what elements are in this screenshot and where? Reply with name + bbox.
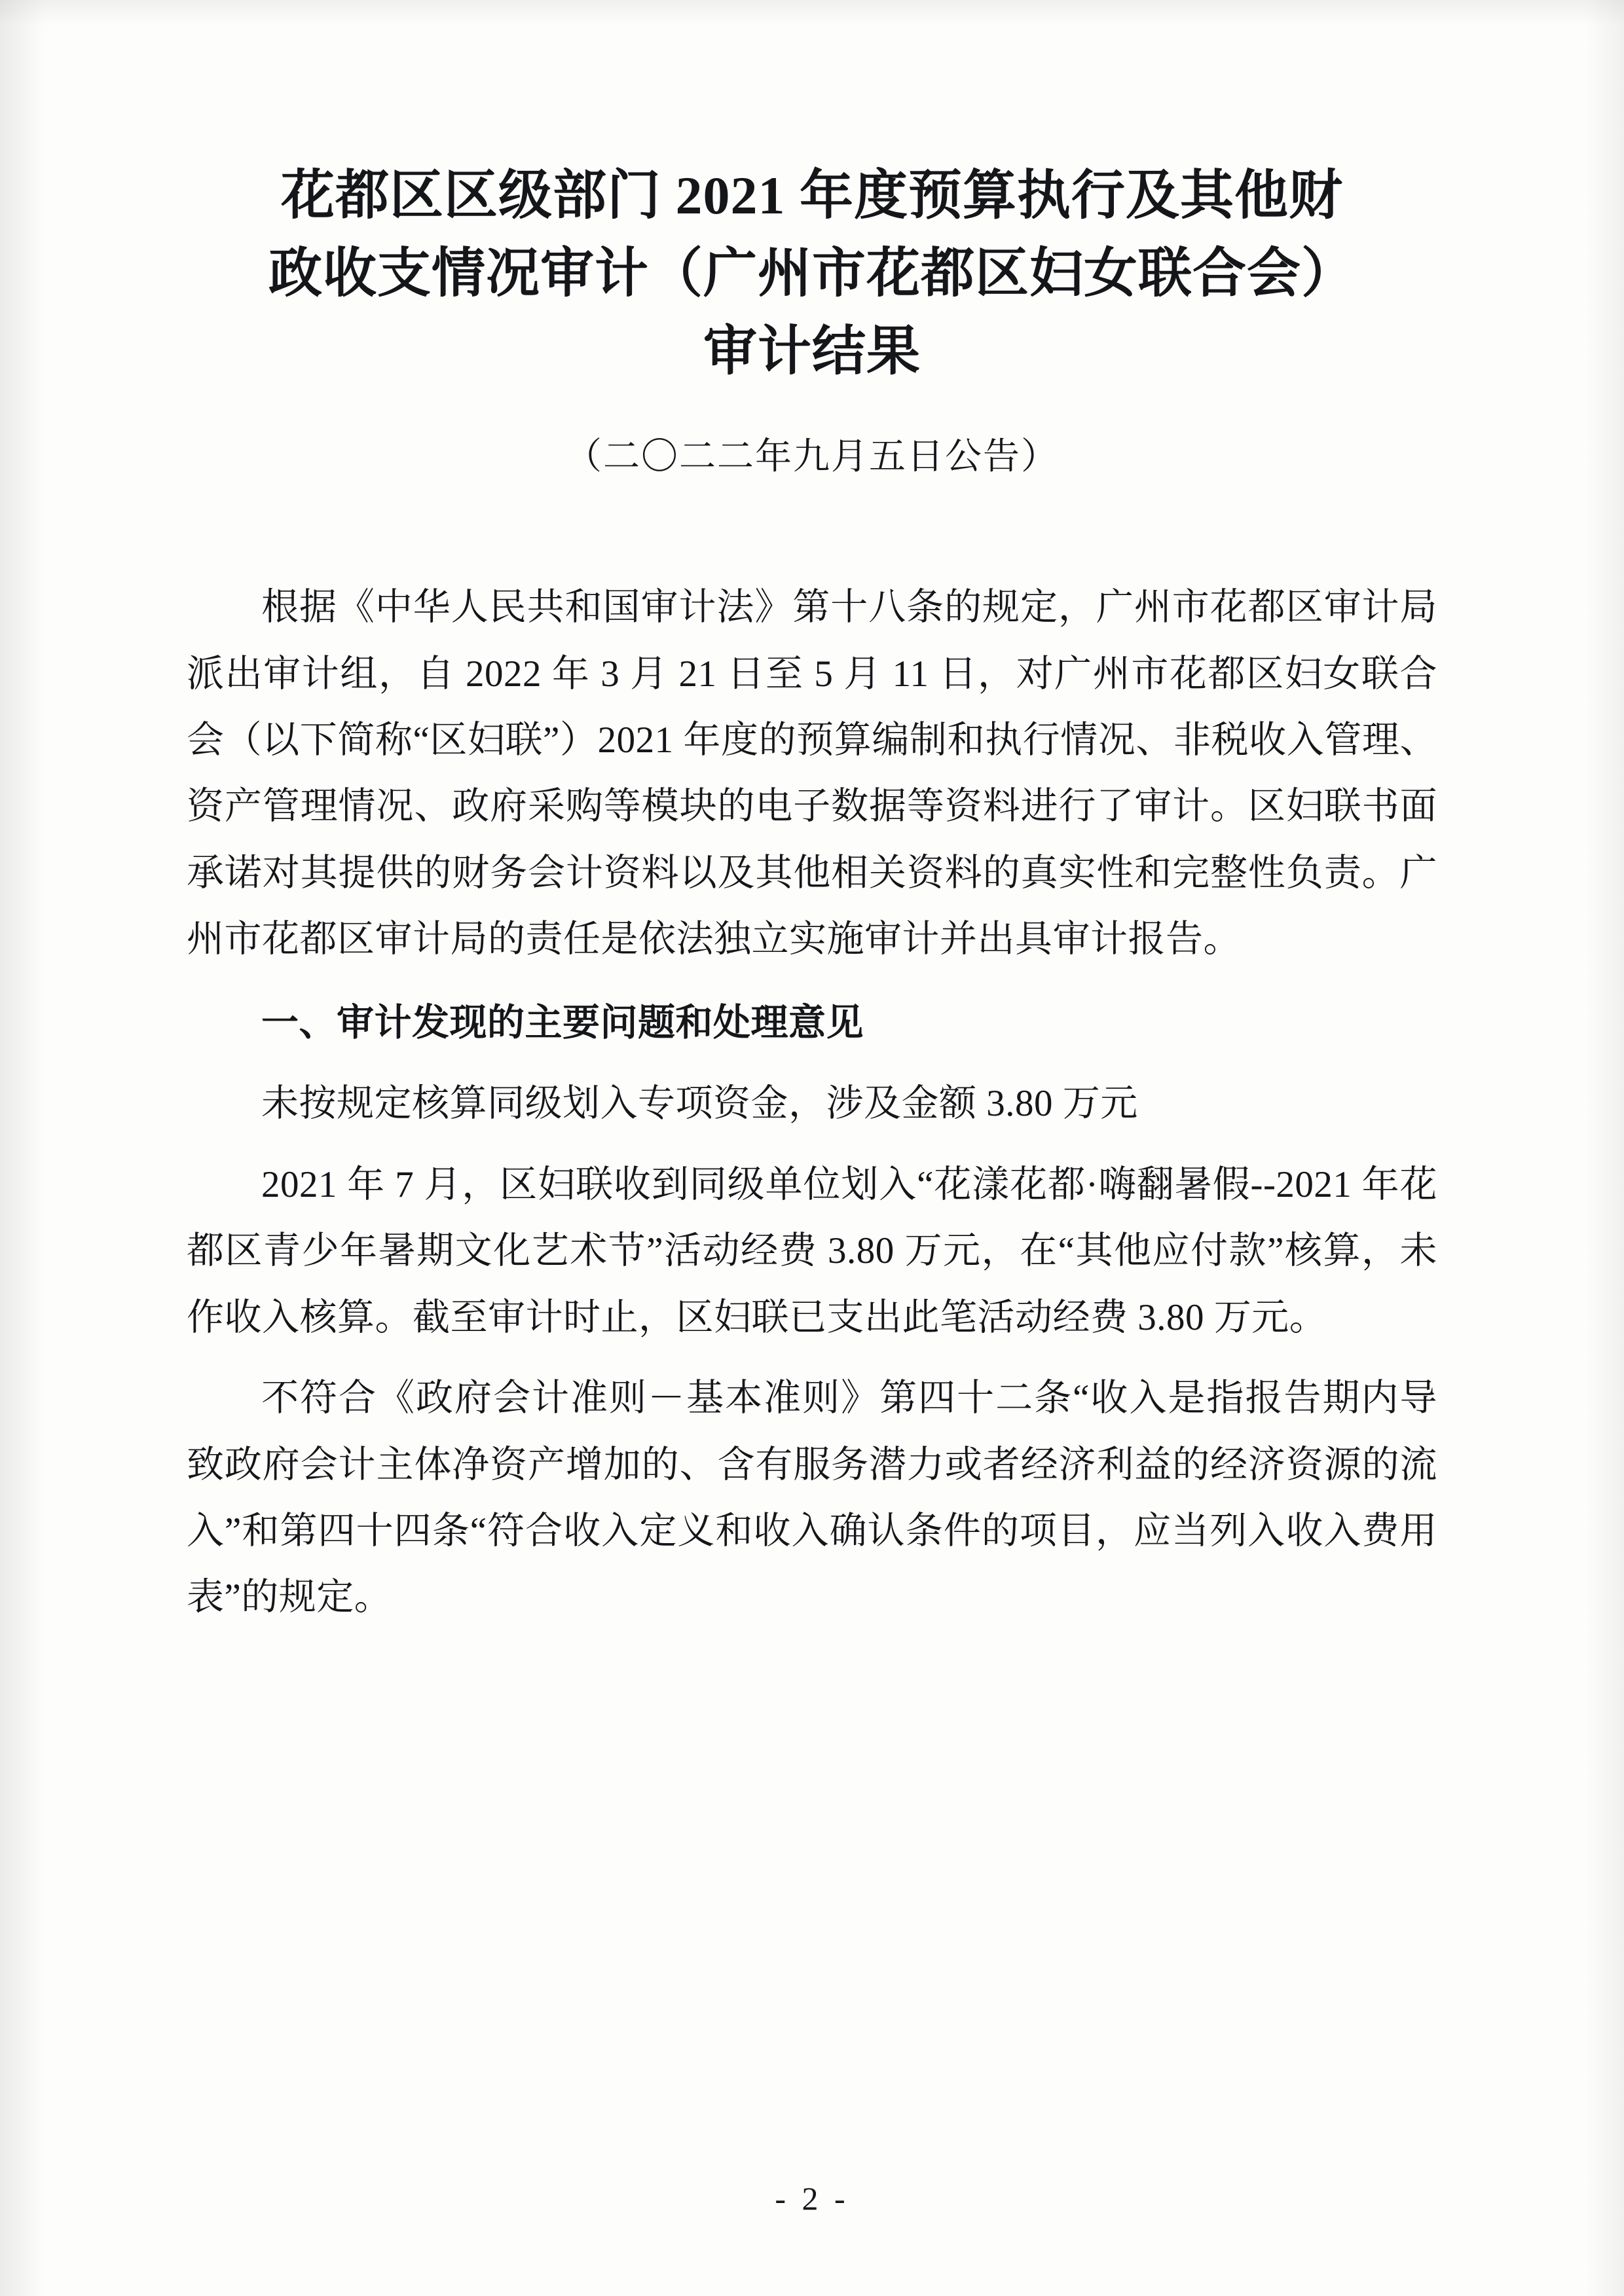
page-number: - 2 - — [775, 2180, 849, 2217]
scan-shadow-top — [0, 0, 1624, 26]
title-line-2: 政收支情况审计（广州市花都区妇女联合会） — [268, 243, 1356, 303]
document-subtitle: （二〇二二年九月五日公告） — [565, 436, 1059, 477]
paragraph-detail-2: 不符合《政府会计准则－基本准则》第四十二条“收入是指报告期内导致政府会计主体净资产增加的、含有服务潜力或者经济利益的经济资源的流入”和第四十四条“符合收入定义和收入确认条件的项目，应当列入收入费用表”的规定。 — [187, 1377, 1437, 1618]
paragraph-detail-1: 2021 年 7 月，区妇联收到同级单位划入“花漾花都·嗨翻暑假--2021 年花都区青少年暑期文化艺术节”活动经费 3.80 万元，在“其他应付款”核算，未作收入核算。截至审计时止，区妇联已支出此笔活动经费 3.80 万元。 — [187, 1163, 1437, 1338]
title-line-1: 花都区区级部门 2021 年度预算执行及其他财 — [280, 166, 1343, 225]
page-content — [187, 157, 1437, 1635]
section-heading-1: 一、审计发现的主要问题和处理意见 — [261, 1002, 864, 1044]
scan-shadow-left — [0, 0, 46, 2296]
sub-heading-1: 未按规定核算同级划入专项资金，涉及金额 3.80 万元 — [261, 1083, 1138, 1125]
document-body — [187, 574, 1437, 1631]
scan-shadow-right — [1585, 0, 1624, 2296]
title-line-3: 审计结果 — [703, 321, 921, 381]
paragraph-intro: 根据《中华人民共和国审计法》第十八条的规定，广州市花都区审计局派出审计组，自 2022 年 3 月 21 日至 5 月 11 日，对广州市花都区妇女联合会（以下简称“区妇联”）2021 年度的预算编制和执行情况、非税收入管理、资产管理情况、政府采购等模块的电子数据等资料进行了审计。区妇联书面承诺对其提供的财务会计资料以及其他相关资料的真实性和完整性负责。广州市花都区审计局的责任是依法独立实施审计并出具审计报告。 — [187, 587, 1437, 960]
document-title — [187, 157, 1437, 391]
